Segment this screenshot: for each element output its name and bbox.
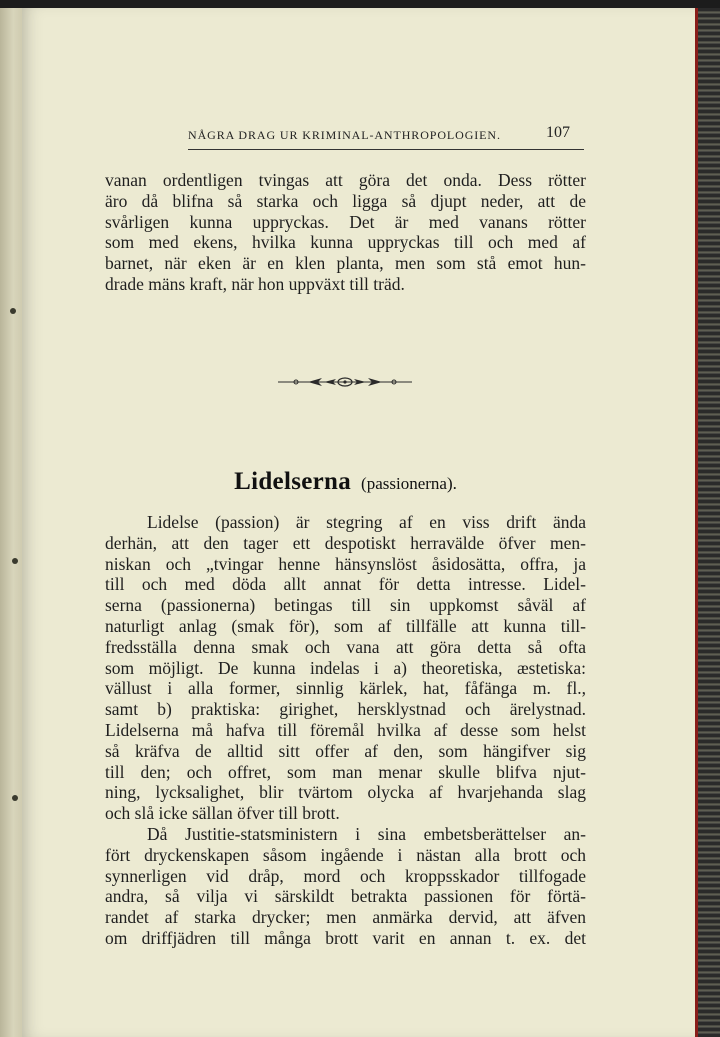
header-rule (188, 149, 584, 150)
margin-mark (12, 795, 18, 801)
paragraph-continuation (105, 170, 586, 295)
text-line: äro då blifna så starka och ligga så djupt neder, att de (105, 190, 586, 211)
text-line: andra, så vilja vi särskildt betrakta passionen för förtä- (105, 886, 586, 907)
text-line: Lidelserna må hafva till föremål hvilka af desse som helst (105, 719, 586, 740)
heading-title: Lidelserna (234, 468, 352, 495)
section-heading (105, 468, 586, 496)
page-number: 107 (546, 124, 570, 141)
section-body (105, 512, 586, 949)
text-line: till den; och offret, som man menar skulle blifva njut- (105, 761, 586, 782)
text-line: så kräfva de alltid sitt offer af den, som hängifver sig (105, 740, 586, 761)
margin-mark (12, 558, 18, 564)
text-line: Då Justitie-statsministern i sina embetsberättelser an- (147, 823, 586, 844)
heading-subtitle: (passionerna). (361, 474, 457, 493)
text-line: vällust i alla former, sinnlig kärlek, hat, fåfänga m. fl., (105, 678, 586, 699)
text-line: till och med döda allt annat för detta intresse. Lidel- (105, 574, 586, 595)
text-line: niskan och „tvingar henne hänsynslöst åsidosätta, offra, ja (105, 553, 586, 574)
text-line: derhän, att den tager ett despotiskt herravälde öfver men- (105, 532, 586, 553)
margin-mark (10, 308, 16, 314)
text-line: ning, lycksalighet, blir tvärtom olycka af hvarjehanda slag (105, 782, 586, 803)
text-line: som med ekens, hvilka kunna uppryckas till och med af (105, 232, 586, 253)
text-line: randet af starka drycker; men anmärka dervid, att äfven (105, 907, 586, 928)
text-line: naturligt anlag (smak för), som af tillfälle att kunna till- (105, 615, 586, 636)
running-title: NÅGRA DRAG UR KRIMINAL-ANTHROPOLOGIEN. (188, 128, 501, 142)
text-line: fredsställa denna smak och vana att göra detta så ofta (105, 636, 586, 657)
text-line: fört dryckenskapen såsom ingående i nästan alla brott och (105, 844, 586, 865)
text-line: om driffjädren till många brott varit en annan t. ex. det (105, 927, 586, 948)
text-line: barnet, när eken är en klen planta, men som stå emot hun- (105, 253, 586, 274)
text-line: drade mäns kraft, när hon uppväxt till träd. (105, 273, 405, 294)
running-header (188, 124, 572, 146)
text-line: serna (passionerna) betingas till sin uppkomst såväl af (105, 595, 586, 616)
text-line: svårligen kunna uppryckas. Det är med vanans rötter (105, 211, 586, 232)
book-fore-edge (698, 8, 720, 1037)
text-line: och slå icke sällan öfver till brott. (105, 803, 340, 824)
text-line: Lidelse (passion) är stegring af en viss drift ända (147, 512, 586, 532)
text-line: vanan ordentligen tvingas att göra det onda. Dess rötter (105, 170, 586, 190)
text-line: synnerligen vid dråp, mord och kroppsskador tillfogade (105, 865, 586, 886)
text-line: samt b) praktiska: girighet, hersklystnad och ärelystnad. (105, 699, 586, 720)
text-line: som möjligt. De kunna indelas i a) theoretiska, æstetiska: (105, 657, 586, 678)
book-gutter (0, 8, 22, 1037)
ornament-divider (278, 374, 412, 390)
